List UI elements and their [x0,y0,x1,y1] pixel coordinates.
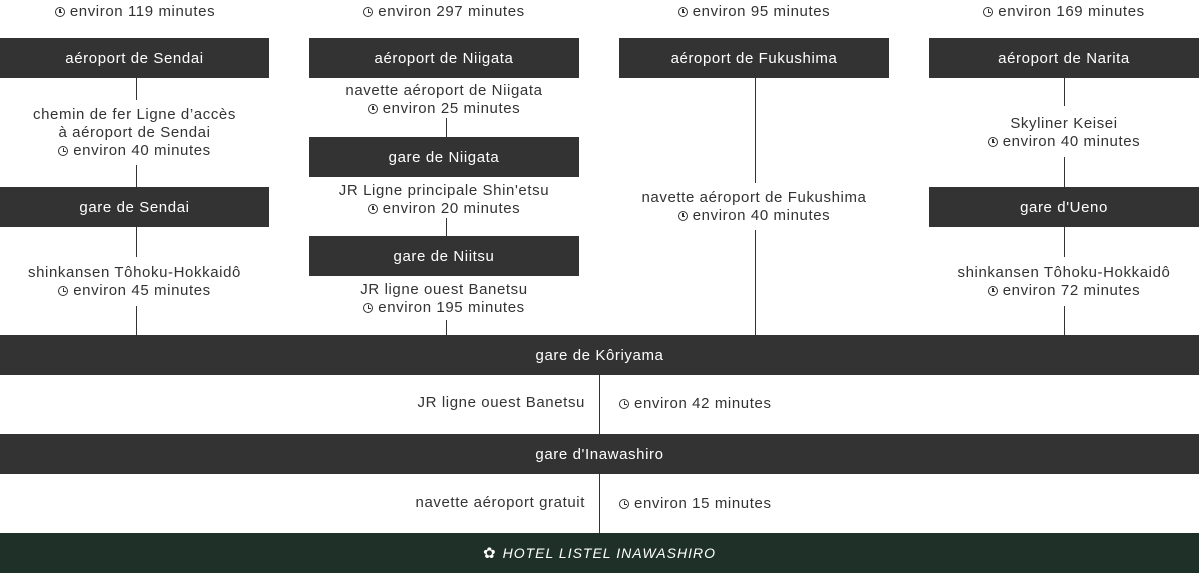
duration: environ 72 minutes [929,282,1199,300]
transport-narita-skyliner: Skyliner Keisei environ 40 minutes [929,115,1199,151]
duration: environ 195 minutes [309,299,579,317]
station-narita-airport: aéroport de Narita [929,38,1199,78]
leg-koriyama-inawashiro [0,375,1199,434]
connector-line [136,227,137,257]
clock-icon [988,137,998,147]
connector-line [755,78,756,183]
transport-label: navette aéroport gratuit [415,494,585,511]
route-total-niigata: environ 297 minutes [309,3,579,23]
route-total-sendai: environ 119 minutes [0,3,270,23]
station-niitsu: gare de Niitsu [309,236,579,276]
duration: environ 40 minutes [619,207,889,225]
station-fukushima-airport: aéroport de Fukushima [619,38,889,78]
duration: environ 42 minutes [619,395,772,412]
duration: environ 20 minutes [309,200,579,218]
connector-line [755,230,756,335]
route-total-fukushima: environ 95 minutes [619,3,889,23]
station-sendai: gare de Sendai [0,187,269,227]
clock-icon [619,499,629,509]
connector-line [136,78,137,100]
transport-sendai-shinkansen: shinkansen Tôhoku-Hokkaidô environ 45 minutes [0,264,269,300]
clock-icon [363,7,373,17]
station-koriyama: gare de Kôriyama [0,335,1199,375]
connector-line [1064,306,1065,335]
clock-icon [55,7,65,17]
hotel-destination-bar [0,533,1199,573]
station-sendai-airport: aéroport de Sendai [0,38,269,78]
connector-line [1064,157,1065,187]
transport-fukushima-shuttle: navette aéroport de Fukushima environ 40 minutes [619,189,889,225]
connector-line [446,118,447,137]
transport-niigata-shuttle: navette aéroport de Niigata environ 25 minutes [309,82,579,118]
clock-icon [58,146,68,156]
clock-icon [983,7,993,17]
transport-narita-shinkansen: shinkansen Tôhoku-Hokkaidô environ 72 minutes [929,264,1199,300]
station-niigata: gare de Niigata [309,137,579,177]
hotel-brand: HOTEL LISTEL INAWASHIRO [502,545,716,561]
station-inawashiro: gare d'Inawashiro [0,434,1199,474]
transport-niigata-shinetsu: JR Ligne principale Shin'etsu environ 20 minutes [309,182,579,218]
clock-icon [368,204,378,214]
connector-line [136,306,137,335]
connector-line [446,218,447,236]
connector-line [599,375,600,434]
duration: environ 40 minutes [0,142,269,160]
route-total-narita: environ 169 minutes [929,3,1199,23]
duration: environ 45 minutes [0,282,269,300]
connector-line [446,320,447,335]
connector-line [136,165,137,187]
clock-icon [619,399,629,409]
connector-line [1064,227,1065,257]
clock-icon [58,286,68,296]
transport-label: JR ligne ouest Banetsu [417,394,585,411]
transport-niigata-banetsu: JR ligne ouest Banetsu environ 195 minutes [309,281,579,317]
hotel-logo-icon: ✿ [483,545,497,562]
clock-icon [678,7,688,17]
duration: environ 15 minutes [619,495,772,512]
transport-sendai-rail: chemin de fer Ligne d’accès à aéroport de Sendai environ 40 minutes [0,106,269,160]
duration: environ 40 minutes [929,133,1199,151]
clock-icon [988,286,998,296]
clock-icon [363,303,373,313]
station-ueno: gare d'Ueno [929,187,1199,227]
connector-line [1064,78,1065,106]
connector-line [599,474,600,533]
clock-icon [678,211,688,221]
leg-inawashiro-hotel [0,474,1199,533]
station-niigata-airport: aéroport de Niigata [309,38,579,78]
clock-icon [368,104,378,114]
duration: environ 25 minutes [309,100,579,118]
